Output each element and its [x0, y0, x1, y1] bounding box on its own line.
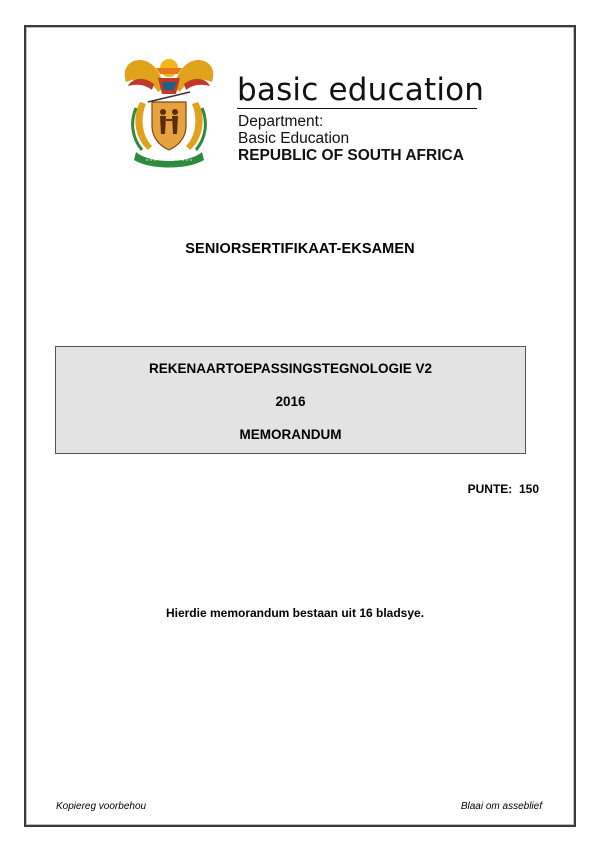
footer-turn-page: Blaai om asseblief: [460, 801, 542, 812]
department-name: Basic Education: [238, 130, 350, 147]
department-label: Department:: [238, 113, 324, 130]
total-marks: PUNTE: 150: [467, 482, 539, 496]
footer-copyright: Kopiereg voorbehou: [56, 801, 147, 812]
subject-title: REKENAARTOEPASSINGSTEGNOLOGIE V2: [148, 361, 433, 376]
document-type: MEMORANDUM: [239, 427, 342, 442]
brand-title: basic education: [237, 72, 485, 108]
exam-year: 2016: [275, 394, 306, 409]
country-name: REPUBLIC OF SOUTH AFRICA: [238, 147, 464, 164]
subject-box: [55, 346, 526, 454]
brand-divider: [237, 108, 477, 109]
exam-title: SENIORSERTIFIKAAT-EKSAMEN: [185, 241, 415, 257]
page-count-note: Hierdie memorandum bestaan uit 16 bladsye.: [165, 606, 425, 620]
south-africa-coat-of-arms-icon: [118, 52, 220, 170]
